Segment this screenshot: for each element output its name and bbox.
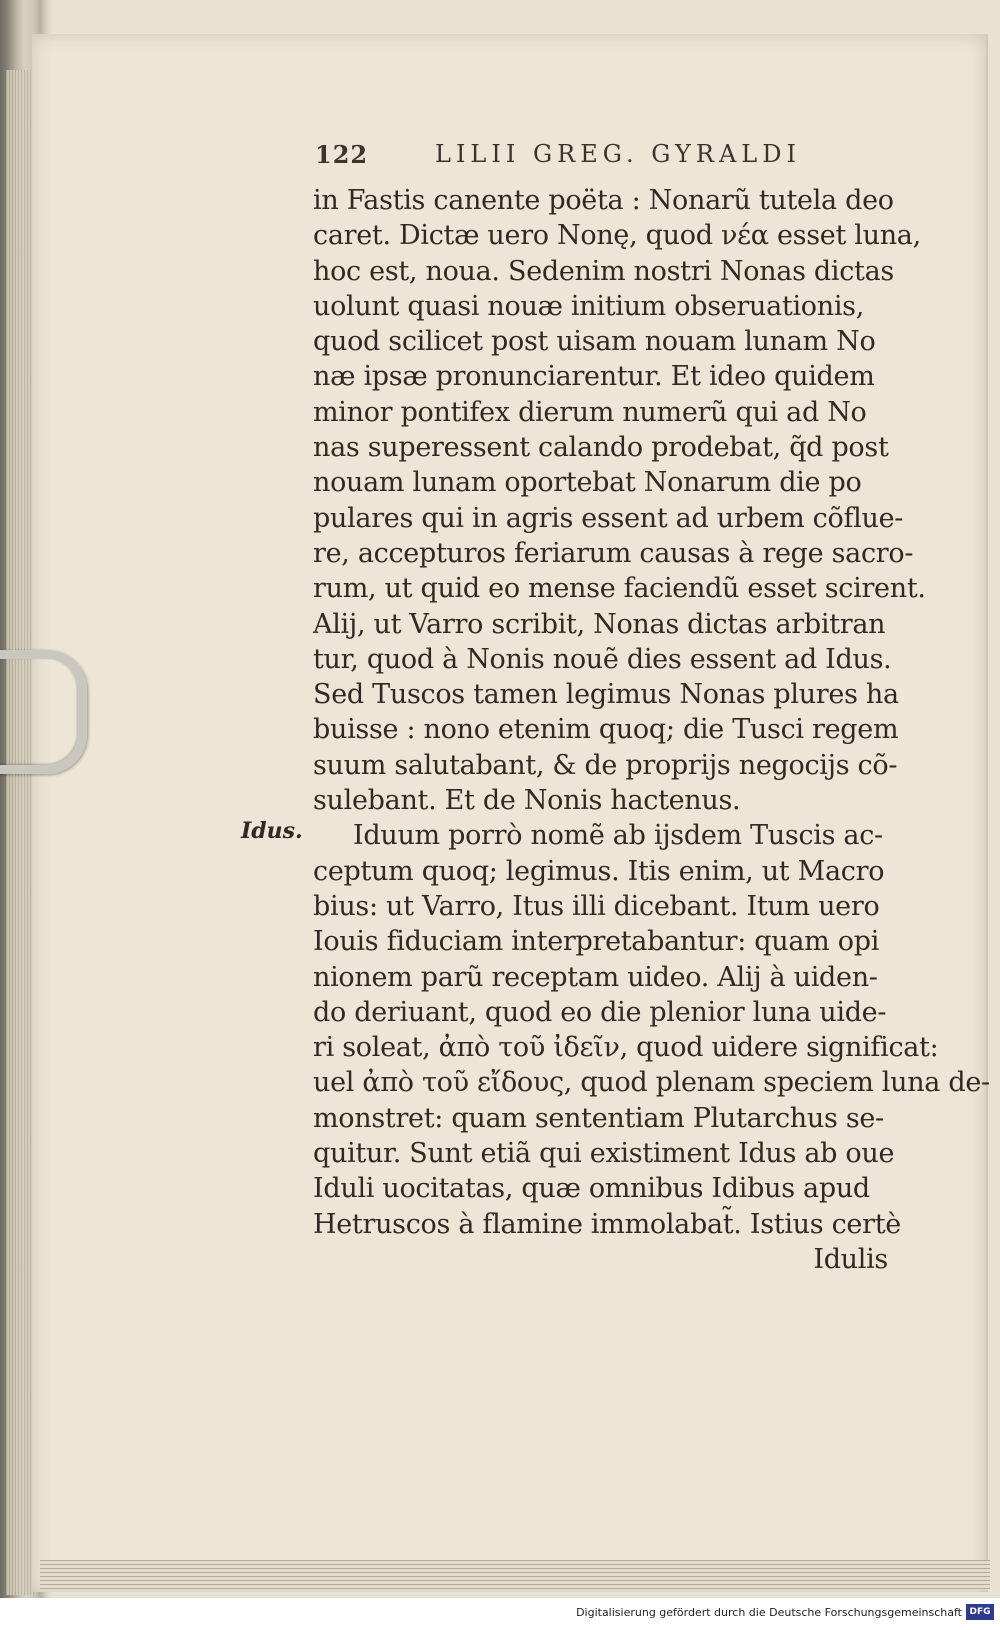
margin-note: Idus. (241, 818, 303, 844)
text-line: quitur. Sunt etiã qui existiment Idus ab oue (313, 1138, 895, 1170)
text-line: uel ἀπὸ τοῦ εἴδους, quod plenam speciem luna de- (313, 1067, 990, 1099)
page-header (315, 140, 875, 176)
text-line: Alij, ut Varro scribit, Nonas dictas arbitran (313, 608, 886, 640)
page-number: 122 (315, 140, 369, 169)
text-line: nionem parũ receptam uideo. Alij à uiden- (313, 961, 878, 993)
footer-bar (0, 1600, 1000, 1630)
page-clip-icon (0, 650, 87, 774)
text-line: uolunt quasi nouæ initium obseruationis, (313, 290, 865, 322)
text-line: suum salutabant, & de proprijs negocijs cõ- (313, 749, 898, 781)
text-line: buisse : nono etenim quoq; die Tusci regem (313, 714, 899, 746)
text-line: Hetruscos à flamine immolabat̃. Istius certè (313, 1208, 901, 1240)
text-line: monstret: quam sententiam Plutarchus se- (313, 1102, 884, 1134)
text-line: rum, ut quid eo mense faciendũ esset scirent. (313, 573, 926, 605)
text-line: nas superessent calando prodebat, q̃d post (313, 432, 889, 464)
text-line: hoc est, noua. Sedenim nostri Nonas dictas (313, 255, 894, 287)
text-line: minor pontifex dierum numerũ qui ad No (313, 396, 867, 428)
footer-credit: Digitalisierung gefördert durch die Deutsche Forschungsgemeinschaft (576, 1606, 962, 1619)
text-line: pulares qui in agris essent ad urbem cõflue- (313, 502, 904, 534)
text-line: caret. Dictæ uero Nonę, quod νέα esset luna, (313, 220, 921, 252)
dfg-logo-icon: DFG (966, 1604, 994, 1620)
body-text (313, 183, 990, 1277)
text-line: sulebant. Et de Nonis hactenus. (313, 785, 741, 817)
text-line: Iduli uocitatas, quæ omnibus Idibus apud (313, 1173, 870, 1205)
text-line: ceptum quoq; legimus. Itis enim, ut Macro (313, 855, 885, 887)
book-page-edges (6, 70, 34, 1595)
text-line: Sed Tuscos tamen legimus Nonas plures ha (313, 679, 899, 711)
text-line: ri soleat, ἀπὸ τοῦ ἰδεῖν, quod uidere significat: (313, 1032, 939, 1064)
text-line: Iouis fiduciam interpretabantur: quam opi (313, 926, 880, 958)
text-line: Iduum porrò nomẽ ab ijsdem Tuscis ac- (353, 820, 883, 852)
text-line: re, accepturos feriarum causas à rege sacro- (313, 537, 914, 569)
text-line: næ ipsæ pronunciarentur. Et ideo quidem (313, 361, 875, 393)
text-line: tur, quod à Nonis nouẽ dies essent ad Idus. (313, 643, 892, 675)
text-line: bius: ut Varro, Itus illi dicebant. Itum uero (313, 890, 880, 922)
text-line: do deriuant, quod eo die plenior luna uide- (313, 996, 887, 1028)
book-bottom-edges (40, 1560, 990, 1590)
text-line: nouam lunam oportebat Nonarum die po (313, 467, 862, 499)
text-line: in Fastis canente poëta : Nonarũ tutela deo (313, 185, 894, 216)
catchword: Idulis (813, 1243, 888, 1275)
text-line: quod scilicet post uisam nouam lunam No (313, 326, 876, 358)
running-head: LILII GREG. GYRALDI (435, 140, 801, 168)
